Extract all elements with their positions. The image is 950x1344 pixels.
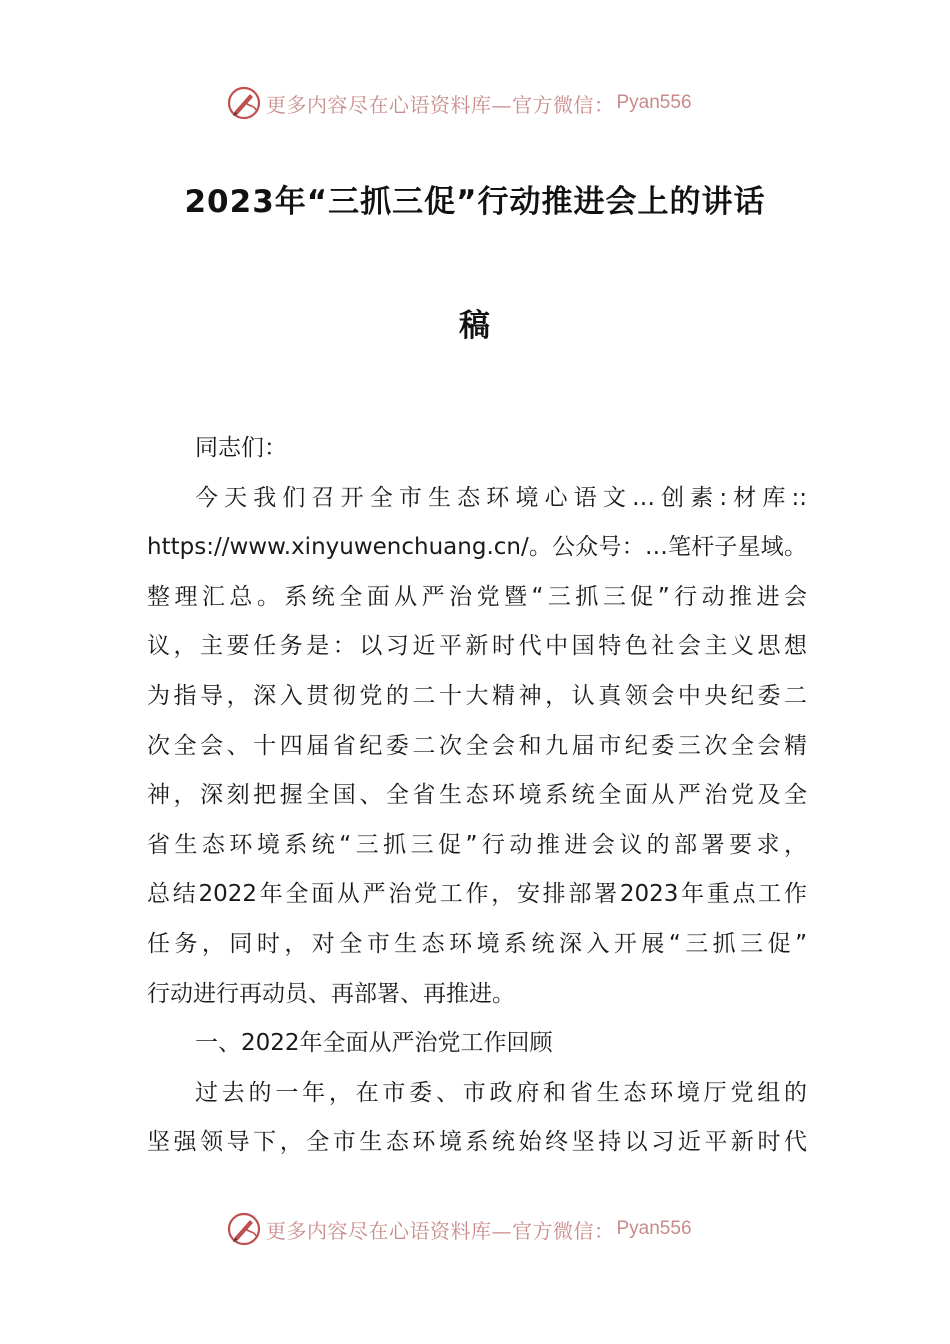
pen-logo-icon: [226, 85, 262, 121]
salutation: 同志们：: [195, 435, 287, 461]
paragraph-line: 坚强领导下，全市生态环境系统始终坚持以习近平新时代: [147, 1129, 807, 1156]
header-watermark: [226, 83, 692, 123]
footer-watermark: [226, 1209, 692, 1249]
paragraph-line: https://www.xinyuwenchuang.cn/。公众号：…笔杆子星域。: [147, 534, 807, 561]
document-body: [147, 424, 807, 1168]
paragraph-line: 为指导，深入贯彻党的二十大精神，认真领会中央纪委二: [147, 682, 807, 709]
section-heading: 一、2022年全面从严治党工作回顾: [195, 1030, 553, 1057]
paragraph-line: 神，深刻把握全国、全省生态环境系统全面从严治党及全: [147, 782, 807, 809]
paragraph-line: 行动进行再动员、再部署、再推进。: [147, 980, 515, 1007]
watermark-text: 更多内容尽在心语资料库—官方微信：: [266, 1218, 615, 1243]
paragraph-line: 整理汇总。系统全面从严治党暨“三抓三促”行动推进会: [147, 583, 807, 610]
paragraph-line: 议，主要任务是：以习近平新时代中国特色社会主义思想: [147, 633, 807, 660]
document-title: 2023年“三抓三促”行动推进会上的讲话: [184, 184, 766, 220]
watermark-wechat-id: Pyan556: [616, 1218, 692, 1239]
paragraph-line: 今天我们召开全市生态环境心语文…创素:材库::: [195, 484, 807, 511]
pen-logo-icon: [226, 1211, 262, 1247]
paragraph-line: 过去的一年，在市委、市政府和省生态环境厅党组的: [195, 1079, 807, 1106]
document-title-continued: 稿: [459, 308, 491, 344]
watermark-text: 更多内容尽在心语资料库—官方微信：: [266, 92, 615, 117]
paragraph-line: 任务，同时，对全市生态环境系统深入开展“三抓三促”: [147, 930, 807, 957]
paragraph-line: 总结2022年全面从严治党工作，安排部署2023年重点工作: [147, 881, 807, 908]
paragraph-line: 省生态环境系统“三抓三促”行动推进会议的部署要求，: [147, 831, 807, 858]
paragraph-line: 次全会、十四届省纪委二次全会和九届市纪委三次全会精: [147, 732, 807, 759]
watermark-wechat-id: Pyan556: [616, 92, 692, 113]
